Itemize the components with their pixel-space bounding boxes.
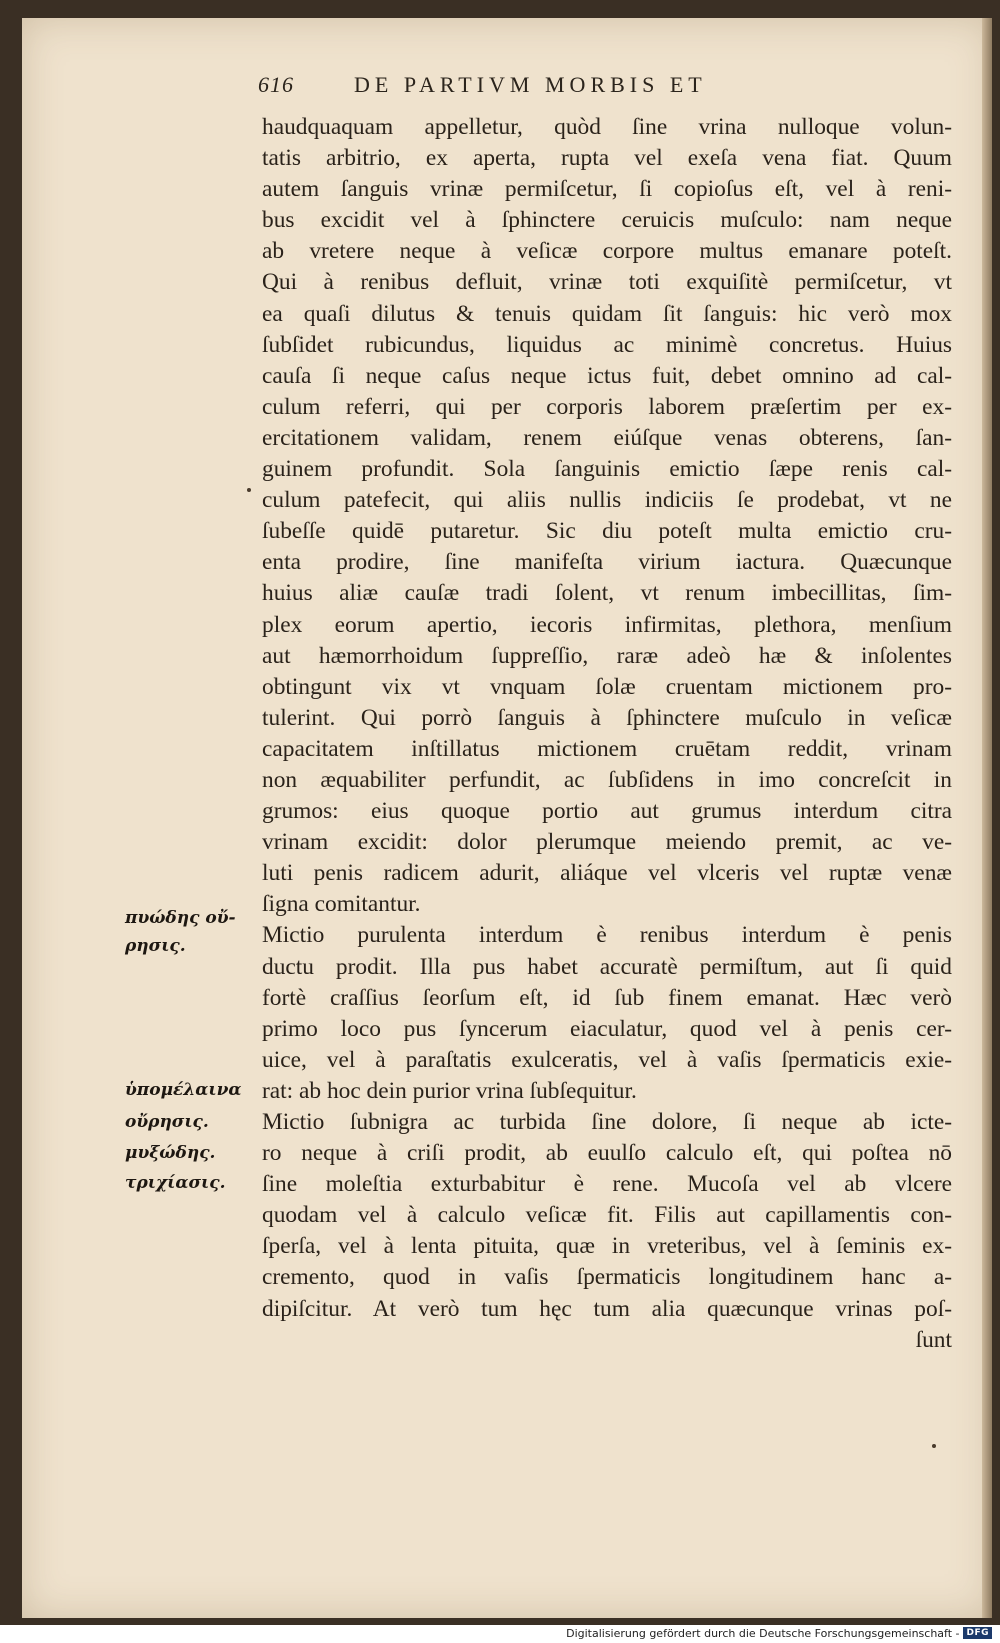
text-line: rat: ab hoc dein purior vrina ſubſequitur.: [262, 1077, 637, 1104]
text-line: huius aliæ cauſæ tradi ſolent, vt renum imbecillitas, ſim-: [262, 580, 952, 607]
text-line: Qui à renibus defluit, vrinæ toti exquiſitè permiſcetur, vt: [262, 269, 952, 296]
text-line: cremento, quod in vaſis ſpermaticis longitudinem hanc a-: [262, 1264, 952, 1291]
page-edge: [982, 18, 992, 1618]
page-number: 616: [258, 72, 294, 97]
text-line: Mictio purulenta interdum è renibus interdum è penis: [262, 922, 952, 949]
text-line: bus excidit vel à ſphinctere ceruicis muſculo: nam neque: [262, 207, 952, 234]
text-line: tatis arbitrio, ex aperta, rupta vel exeſa vena fiat. Quum: [262, 145, 952, 172]
dfg-logo: DFG: [963, 1627, 992, 1639]
text-line: ercitationem validam, renem eiúſque venas obterens, ſan-: [262, 424, 952, 451]
text-line: ſunt: [915, 1326, 952, 1353]
text-line: capacitatem inſtillatus mictionem cruētam reddit, vrinam: [262, 735, 952, 762]
text-line: plex eorum apertio, iecoris infirmitas, plethora, menſium: [262, 611, 952, 638]
text-line: fortè craſſius ſeorſum eſt, id ſub finem emanat. Hæc verò: [262, 984, 952, 1011]
running-head: [258, 72, 818, 98]
text-line: culum patefecit, qui aliis nullis indiciis ſe prodebat, vt ne: [262, 487, 952, 514]
text-line: ſine moleſtia exturbabitur è rene. Mucoſa vel ab vlcere: [262, 1171, 952, 1198]
text-line: non æquabiliter perfundit, ac ſubſidens in imo concreſcit in: [262, 766, 952, 793]
text-line: quodam vel à calculo veſicæ fit. Filis aut capillamentis con-: [262, 1202, 952, 1229]
text-line: autem ſanguis vrinæ permiſcetur, ſi copioſus eſt, vel à reni-: [262, 176, 952, 203]
margin-note: οὔρησις.: [125, 1112, 209, 1132]
margin-note: τριχίασις.: [125, 1173, 226, 1193]
text-line: obtingunt vix vt vnquam ſolæ cruentam mictionem pro-: [262, 673, 952, 700]
text-line: uice, vel à paraſtatis exulceratis, vel à vaſis ſpermaticis exie-: [262, 1046, 952, 1073]
text-line: vrinam excidit: dolor plerumque meiendo premit, ac ve-: [262, 829, 952, 856]
text-line: luti penis radicem adurit, aliáque vel vlceris vel ruptæ venæ: [262, 860, 952, 887]
text-line: dipiſcitur. At verò tum hęc tum alia quæcunque vrinas poſ-: [262, 1295, 952, 1322]
text-line: aut hæmorrhoidum ſuppreſſio, raræ adeò hæ & inſolentes: [262, 642, 952, 669]
text-line: guinem profundit. Sola ſanguinis emictio ſæpe renis cal-: [262, 456, 952, 483]
footer-text: Digitalisierung gefördert durch die Deutsche Forschungsgemeinschaft -: [566, 1626, 960, 1640]
text-line: ſubeſſe quidē putaretur. Sic diu poteſt multa emictio cru-: [262, 518, 952, 545]
text-line: ſigna comitantur.: [262, 891, 421, 918]
text-line: cauſa ſi neque caſus neque ictus fuit, debet omnino ad cal-: [262, 362, 952, 389]
text-line: tulerint. Qui porrò ſanguis à ſphinctere muſculo in veſicæ: [262, 704, 952, 731]
text-line: enta prodire, ſine manifeſta virium iactura. Quæcunque: [262, 549, 952, 576]
margin-note: ρησις.: [125, 936, 186, 956]
body-text: [262, 112, 952, 1356]
text-line: ro neque à criſi prodit, ab euulſo calculo eſt, qui poſtea nō: [262, 1140, 952, 1167]
text-line: ductu prodit. Illa pus habet accuratè permiſtum, aut ſi quid: [262, 953, 952, 980]
text-line: haudquaquam appelletur, quòd ſine vrina nulloque volun-: [262, 114, 952, 140]
margin-note: πυώδης οὔ-: [125, 908, 236, 928]
text-line: ſubſidet rubicundus, liquidus ac minimè concretus. Huius: [262, 331, 952, 358]
text-line: culum referri, qui per corporis laborem præſertim per ex-: [262, 393, 952, 420]
margin-note: ὑπομέλαινα: [125, 1080, 242, 1100]
text-line: primo loco pus ſyncerum eiaculatur, quod vel à penis cer-: [262, 1015, 952, 1042]
running-title: DE PARTIVM MORBIS ET: [354, 72, 707, 97]
ink-speck: [247, 488, 251, 492]
text-line: grumos: eius quoque portio aut grumus interdum citra: [262, 798, 952, 825]
text-line: Mictio ſubnigra ac turbida ſine dolore, ſi neque ab icte-: [262, 1109, 952, 1135]
text-line: ab vretere neque à veſicæ corpore multus emanare poteſt.: [262, 238, 952, 265]
ink-speck: [932, 1444, 936, 1448]
margin-note: μυξώδης.: [125, 1143, 216, 1163]
text-line: ea quaſi dilutus & tenuis quidam ſit ſanguis: hic verò mox: [262, 300, 952, 327]
text-line: ſperſa, vel à lenta pituita, quæ in vreteribus, vel à ſeminis ex-: [262, 1233, 952, 1260]
footer: [566, 1625, 992, 1641]
